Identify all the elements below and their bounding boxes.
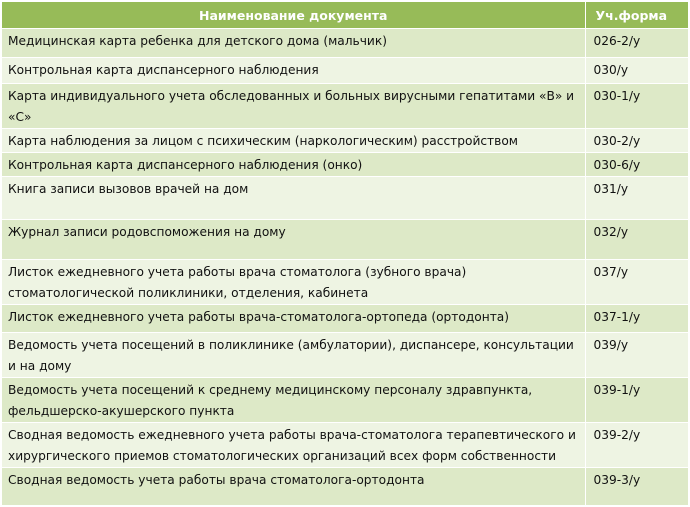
form-code-cell: 030-2/у [585, 129, 688, 153]
document-name-cell: Сводная ведомость ежедневного учета работы врача-стоматолога терапевтического и хирургического приемов стоматологических организаций всех форм собственности [2, 423, 585, 468]
document-name-cell: Листок ежедневного учета работы врача-стоматолога-ортопеда (ортодонта) [2, 305, 585, 333]
form-code-cell: 030/у [585, 58, 688, 84]
table-row [2, 84, 688, 129]
documents-table [2, 2, 689, 506]
header-form-code: Уч.форма [585, 2, 688, 29]
table-row [2, 378, 688, 423]
document-name-cell: Ведомость учета посещений к среднему медицинскому персоналу здравпункта, фельдшерско-акушерского пункта [2, 378, 585, 423]
document-name-cell: Книга записи вызовов врачей на дом [2, 177, 585, 220]
form-code-cell: 026-2/у [585, 29, 688, 58]
table-row [2, 305, 688, 333]
form-code-cell: 037-1/у [585, 305, 688, 333]
form-code-cell: 039-2/у [585, 423, 688, 468]
table-row [2, 177, 688, 220]
table-row [2, 468, 688, 506]
form-code-cell: 032/у [585, 220, 688, 260]
table-header-row [2, 2, 688, 29]
document-name-cell: Медицинская карта ребенка для детского дома (мальчик) [2, 29, 585, 58]
table-row [2, 129, 688, 153]
document-name-cell: Листок ежедневного учета работы врача стоматолога (зубного врача) стоматологической поликлиники, отделения, кабинета [2, 260, 585, 305]
table-row [2, 423, 688, 468]
header-document-name: Наименование документа [2, 2, 585, 29]
table-row [2, 153, 688, 177]
document-name-cell: Контрольная карта диспансерного наблюдения [2, 58, 585, 84]
form-code-cell: 030-1/у [585, 84, 688, 129]
document-name-cell: Карта наблюдения за лицом с психическим (наркологическим) расстройством [2, 129, 585, 153]
documents-table-container [2, 2, 688, 504]
document-name-cell: Сводная ведомость учета работы врача стоматолога-ортодонта [2, 468, 585, 506]
form-code-cell: 037/у [585, 260, 688, 305]
table-row [2, 58, 688, 84]
table-row [2, 260, 688, 305]
document-name-cell: Контрольная карта диспансерного наблюдения (онко) [2, 153, 585, 177]
table-row [2, 220, 688, 260]
form-code-cell: 039/у [585, 333, 688, 378]
form-code-cell: 039-3/у [585, 468, 688, 506]
document-name-cell: Карта индивидуального учета обследованных и больных вирусными гепатитами «В» и «С» [2, 84, 585, 129]
form-code-cell: 030-6/у [585, 153, 688, 177]
table-row [2, 29, 688, 58]
document-name-cell: Ведомость учета посещений в поликлинике (амбулатории), диспансере, консультации и на дому [2, 333, 585, 378]
form-code-cell: 031/у [585, 177, 688, 220]
table-row [2, 333, 688, 378]
form-code-cell: 039-1/у [585, 378, 688, 423]
document-name-cell: Журнал записи родовспоможения на дому [2, 220, 585, 260]
